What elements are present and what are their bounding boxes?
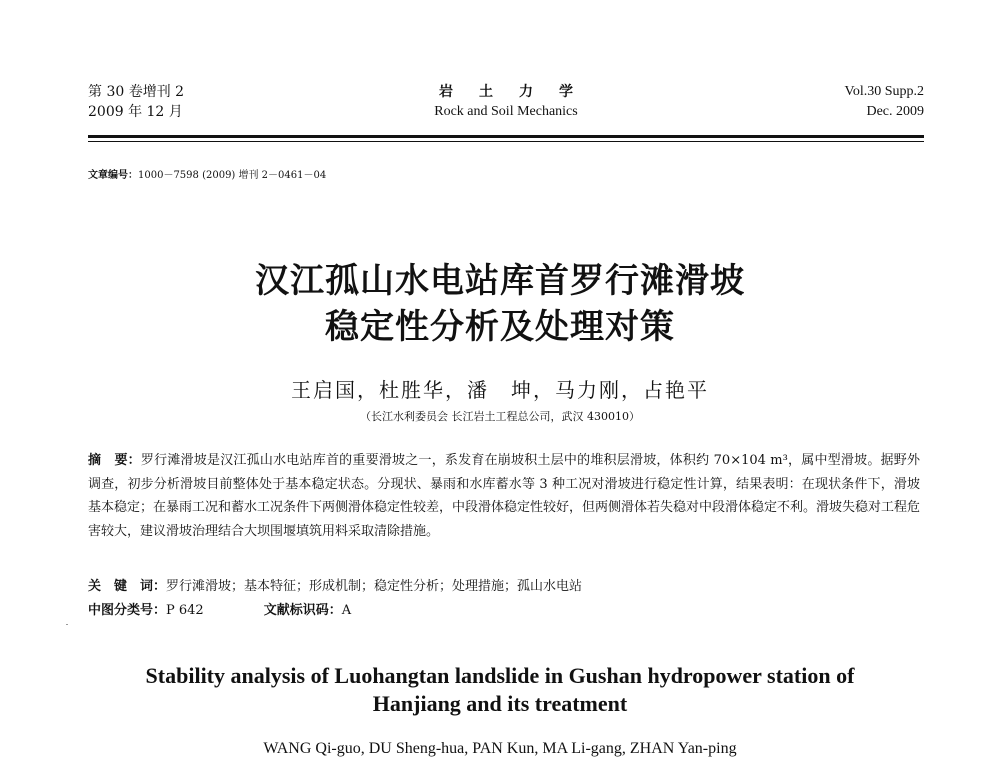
- running-header: [88, 82, 924, 128]
- title-cn: [0, 258, 1000, 350]
- authors-cn: 王启国，杜胜华，潘 坤，马力刚，占艳平: [291, 378, 709, 402]
- margin-mark: [66, 624, 68, 625]
- authors-en: WANG Qi-guo, DU Sheng-hua, PAN Kun, MA Li-gang, ZHAN Yan-ping: [263, 740, 737, 757]
- doc-code-value: A: [341, 603, 352, 618]
- doc-code-label: 文献标识码：: [263, 603, 342, 618]
- title-en-line1: Stability analysis of Luohangtan landslide in Gushan hydropower station of: [145, 663, 855, 688]
- header-center: [88, 82, 924, 122]
- volume-cn: 第 30 卷增刊 2: [88, 84, 185, 100]
- title-cn-line1: 汉江孤山水电站库首罗行滩滑坡: [255, 261, 745, 301]
- header-right: [845, 82, 924, 122]
- title-en-line2: Hanjiang and its treatment: [372, 691, 628, 716]
- affiliation-cn: （长江水利委员会 长江岩土工程总公司，武汉 430010）: [360, 410, 640, 423]
- clc-value: P 642: [166, 603, 204, 618]
- keywords-text: 罗行滩滑坡；基本特征；形成机制；稳定性分析；处理措施；孤山水电站: [166, 579, 583, 594]
- title-cn-line2: 稳定性分析及处理对策: [325, 307, 675, 347]
- abstract-text: 罗行滩滑坡是汉江孤山水电站库首的重要滑坡之一，系发育在崩坡积土层中的堆积层滑坡，体积约 70×104 m³，属中型滑坡。据野外调查，初步分析滑坡目前整体处于基本稳定状态。分现状、暴雨和水库蓄水等 3 种工况对滑坡进行稳定性计算，结果表明：在现状条件下，滑坡基本稳定；在暴雨工况和蓄水工况条件下两侧滑体稳定性较差，中段滑体稳定性较好，但两侧滑体若失稳对中段滑体稳定不利。滑坡失稳对工程危害较大，建议滑坡治理结合大坝围堰填筑用料采取清除措施。: [88, 453, 921, 539]
- journal-name-en: Rock and Soil Mechanics: [434, 104, 578, 119]
- header-rule-thin: [88, 141, 924, 142]
- article-number: [88, 166, 326, 181]
- date-cn: 2009 年 12 月: [88, 104, 183, 120]
- article-number-label: 文章编号：: [88, 170, 138, 181]
- keywords: [88, 576, 920, 598]
- abstract: [88, 449, 920, 543]
- abstract-label: 摘 要：: [88, 453, 141, 468]
- keywords-label: 关 键 词：: [88, 579, 167, 594]
- volume-en: Vol.30 Supp.2: [844, 84, 924, 99]
- date-en: Dec. 2009: [866, 104, 924, 119]
- clc-label: 中图分类号：: [88, 603, 167, 618]
- title-en: [0, 662, 1000, 718]
- header-rule-thick: [88, 135, 924, 138]
- journal-name-cn: 岩土力学: [439, 84, 599, 100]
- article-number-value: 1000－7598 (2009) 增刊 2－0461－04: [138, 170, 327, 181]
- classification: [88, 600, 351, 622]
